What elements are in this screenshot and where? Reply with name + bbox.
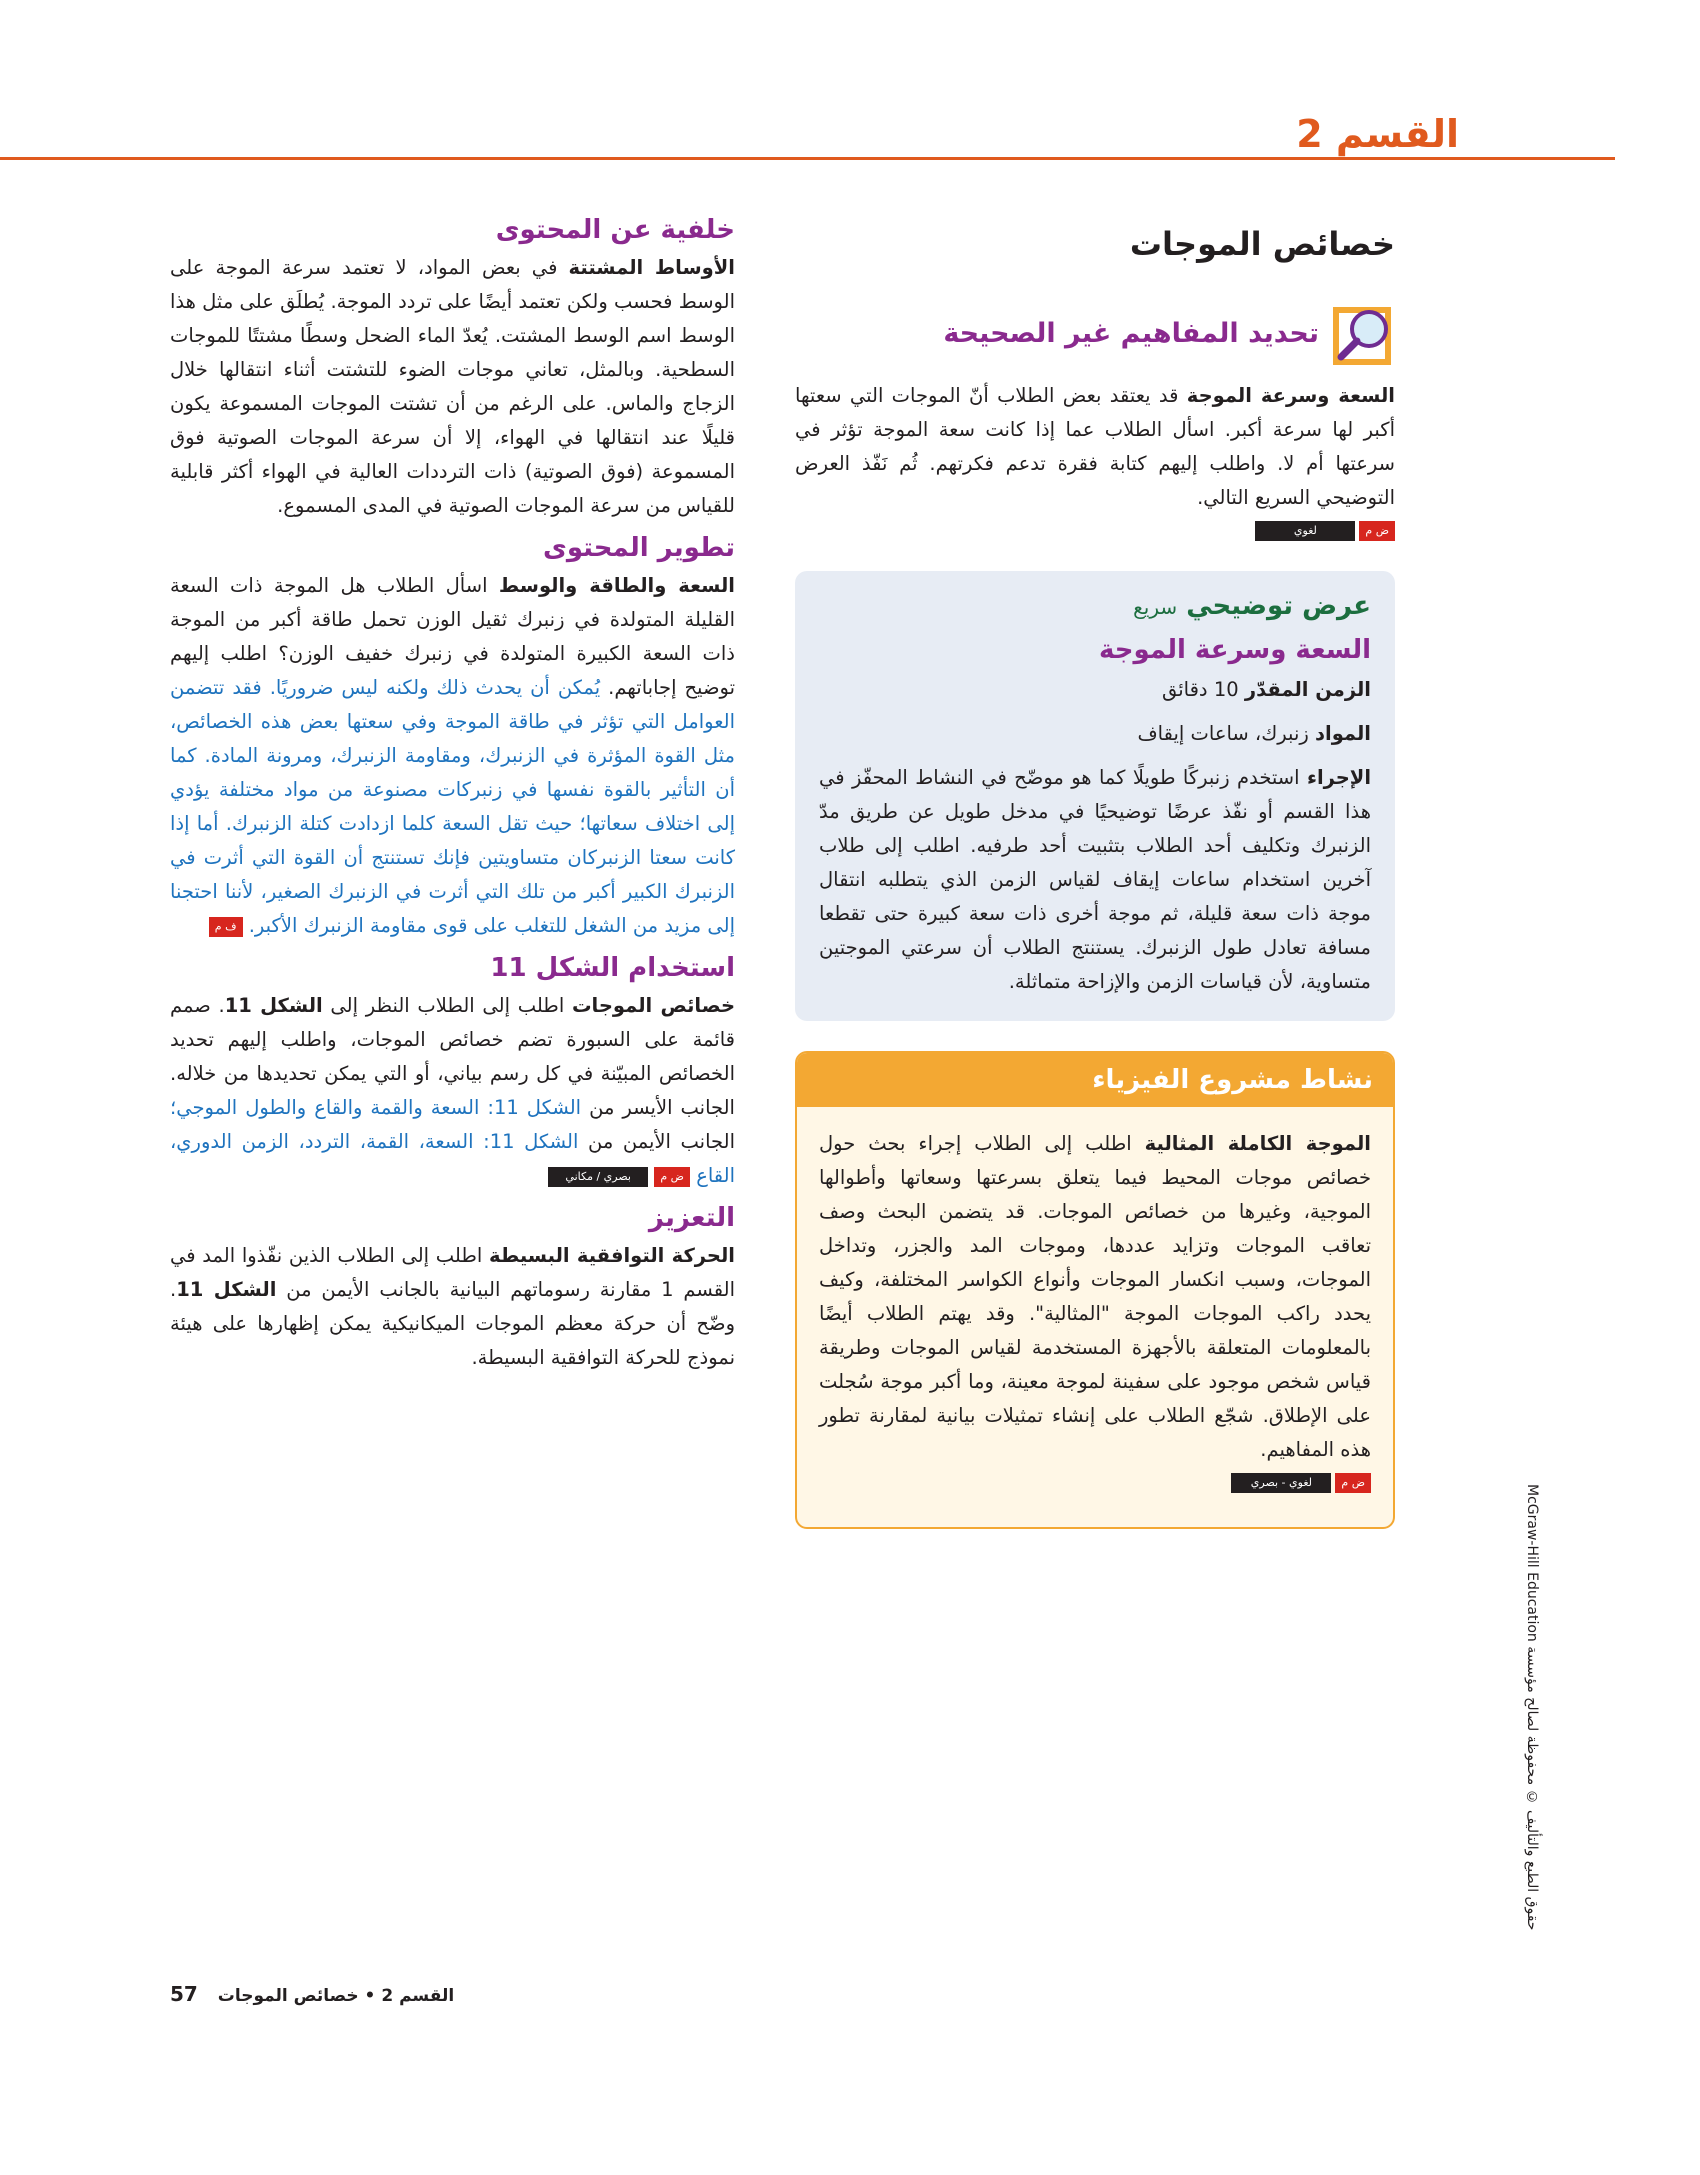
tag-style: لغوي - بصري	[1231, 1473, 1331, 1493]
figure-answer-right: الشكل 11: السعة، القمة، التردد، الزمن الدوري، القاع	[170, 1130, 735, 1187]
tag-style: لغوي	[1255, 521, 1355, 541]
background-text: الأوساط المشتتة في بعض المواد، لا تعتمد سرعة الموجة على الوسط فحسب ولكن تعتمد أيضًا على تردد الموجة. يُطلَق على مثل هذا الوسط اسم الوسط المشتت. يُعدّ الماء الضحل وسطًا مشتتًا للموجات السطحية. وبالمثل، تعاني موجات الضوء للتشتت أثناء انتقالها خلال الزجاج والماس. على الرغم من أن تشتت الموجات المسموعة يكون قليلًا عند انتقالها في الهواء، إلا أن سرعة الموجات الصوتية فوق المسموعة (فوق الصوتية) ذات الترددات العالية في الهواء أكثر قابلية للقياس من سرعة الموجات الصوتية في المدى المسموع.	[170, 256, 735, 517]
quick-demo-box	[795, 571, 1395, 1021]
development-heading: تطوير المحتوى	[543, 533, 735, 563]
reinforce-heading: التعزيز	[648, 1203, 735, 1233]
tag-level: ض م	[1335, 1473, 1371, 1493]
tag-level: ض م	[654, 1167, 690, 1187]
demo-title: عرض توضيحي سريع	[1133, 591, 1371, 621]
development-text: السعة والطاقة والوسط اسأل الطلاب هل الموجة ذات السعة القليلة المتولدة في زنبرك ثقيل الوزن تحمل طاقة أكبر من الموجة ذات السعة الكبيرة المتولدة في زنبرك خفيف الوزن؟ اطلب إليهم توضيح إجاباتهم. يُمكن أن يحدث ذلك ولكنه ليس ضروريًا. فقد تتضمن العوامل التي تؤثر في طاقة الموجة وفي سعتها بعض هذه الخصائص، مثل القوة المؤثرة في الزنبرك، ومقاومة الزنبرك، ومرونة المادة. كما أن التأثير بالقوة نفسها في زنبركات مصنوعة من مواد مختلفة يؤدي إلى اختلاف سعاتها؛ حيث تقل السعة كلما ازدادت كتلة الزنبرك. أما إذا كانت سعتا الزنبركان متساويتين فإنك تستنتج أن القوة التي أثرت في الزنبرك الكبير أكبر من تلك التي أثرت في الزنبرك الصغير، لأننا احتجنا إلى مزيد من الشغل للتغلب على قوى مقاومة الزنبرك الأكبر. ف م	[170, 574, 736, 937]
demo-subtitle: السعة وسرعة الموجة	[1098, 635, 1371, 665]
header-rule	[0, 157, 1615, 160]
left-column	[170, 215, 735, 1385]
footer-text: القسم 2 • خصائص الموجات	[217, 1986, 455, 2006]
project-header: نشاط مشروع الفيزياء	[797, 1053, 1393, 1107]
project-tags	[819, 1473, 1371, 1493]
project-lead: الموجة الكاملة المثالية	[1144, 1132, 1371, 1155]
development-answer: يُمكن أن يحدث ذلك ولكنه ليس ضروريًا. فقد تتضمن العوامل التي تؤثر في طاقة الموجة وفي سعتها بعض هذه الخصائص، مثل القوة المؤثرة في الزنبرك، ومقاومة الزنبرك، ومرونة المادة. كما أن التأثير بالقوة نفسها في زنبركات مصنوعة من مواد مختلفة يؤدي إلى اختلاف سعاتها؛ حيث تقل السعة كلما ازدادت كتلة الزنبرك. أما إذا كانت سعتا الزنبركان متساويتين فإنك تستنتج أن القوة التي أثرت في الزنبرك الكبير أكبر من تلك التي أثرت في الزنبرك الصغير، لأننا احتجنا إلى مزيد من الشغل للتغلب على قوى مقاومة الزنبرك الأكبر.	[170, 676, 735, 937]
background-heading: خلفية عن المحتوى	[495, 215, 735, 245]
misconceptions-lead: السعة وسرعة الموجة	[1186, 384, 1395, 407]
magnifier-icon	[1329, 303, 1395, 369]
section-label: القسم 2	[1296, 112, 1459, 156]
figure-heading: استخدام الشكل 11	[490, 953, 735, 983]
tag-level: ف م	[209, 917, 243, 937]
tag-level: ض م	[1359, 521, 1395, 541]
misconceptions-tags	[795, 521, 1395, 541]
page-number: 57	[170, 1982, 198, 2006]
demo-title-small: سريع	[1133, 595, 1178, 619]
footer	[170, 1982, 454, 2006]
misconceptions-body: قد يعتقد بعض الطلاب أنّ الموجات التي سعتها أكبر لها سرعة أكبر. اسأل الطلاب عما إذا كانت سعة الموجة تؤثر في سرعتها أم لا. واطلب إليهم كتابة فقرة تدعم فكرتهم. ثُم نَفّذ العرض التوضيحي السريع التالي.	[795, 384, 1395, 509]
physics-project-box	[795, 1051, 1395, 1529]
project-text: الموجة الكاملة المثالية اطلب إلى الطلاب إجراء بحث حول خصائص موجات المحيط فيما يتعلق بسرعتها وسعاتها وأطوالها الموجية، وغيرها من خصائص الموجات. قد يتضمن البحث وصف تعاقب الموجات وتزايد عددها، وموجات المد والجزر، وتداخل الموجات، وسبب انكسار الموجات وأنواع الكواسر المختلفة، وكيف يحدد راكب الموجات الموجة "المثالية". وقد يهتم الطلاب أيضًا بالمعلومات المتعلقة بالأجهزة المستخدمة لقياس الموجات وطريقة قياس شخص موجود على سفينة لموجة معينة، وما أكبر موجة سُجلت على الإطلاق. شجّع الطلاب على إنشاء تمثيلات بيانية لمقارنة تطور هذه المفاهيم.	[819, 1132, 1371, 1461]
demo-materials: المواد زنبرك، ساعات إيقاف	[1137, 722, 1371, 745]
page-title: خصائص الموجات	[1129, 225, 1395, 263]
figure-text: خصائص الموجات اطلب إلى الطلاب النظر إلى الشكل 11. صمم قائمة على السبورة تضم خصائص الموجات، واطلب إليهم تحديد الخصائص المبيّنة في كل رسم بياني، أو التي يمكن تحديدها من خلاله. الجانب الأيسر من الشكل 11: السعة والقمة والقاع والطول الموجي؛ الجانب الأيمن من الشكل 11: السعة، القمة، التردد، الزمن الدوري، القاع ض م بصري / مكاني	[170, 994, 735, 1187]
misconceptions-section	[795, 303, 1395, 541]
figure-answer-left: الشكل 11: السعة والقمة والقاع والطول الموجي؛	[170, 1096, 582, 1119]
tag-style: بصري / مكاني	[548, 1167, 648, 1187]
figure-ref: الشكل 11	[224, 994, 323, 1017]
figure-ref: الشكل 11	[176, 1278, 277, 1301]
reinforce-text: الحركة التوافقية البسيطة اطلب إلى الطلاب الذين نفّذوا المد في القسم 1 مقارنة رسوماتهم البيانية بالجانب الأيمن من الشكل 11. وضّح أن حركة معظم الموجات الميكانيكية يمكن إظهارها على هيئة نموذج للحركة التوافقية البسيطة.	[170, 1244, 736, 1369]
copyright-note: حقوق الطبع والتأليف © محفوظة لصالح مؤسسة McGraw-Hill Education	[1524, 1483, 1540, 1930]
misconceptions-heading: تحديد المفاهيم غير الصحيحة	[943, 317, 1319, 349]
misconceptions-text	[795, 379, 1395, 515]
demo-time: الزمن المقدّر 10 دقائق	[1161, 678, 1371, 701]
demo-procedure: الإجراء استخدم زنبركًا طويلًا كما هو موضّح في النشاط المحفّز في هذا القسم أو نفّذ عرضًا توضيحيًا في مدخل طويل عن طريق مدّ الزنبرك وتكليف أحد الطلاب بتثبيت أحد طرفيه. اطلب إلى طلاب آخرين استخدام ساعات إيقاف لقياس الزمن الذي يتطلبه انتقال موجة ذات سعة قليلة، ثم موجة أخرى ذات سعة كبيرة حتى تقطعا مسافة تعادل طول الزنبرك. يستنتج الطلاب أن سرعتي الموجتين متساوية، لأن قياسات الزمن والإزاحة متماثلة.	[819, 766, 1372, 993]
right-column	[795, 215, 1395, 1529]
